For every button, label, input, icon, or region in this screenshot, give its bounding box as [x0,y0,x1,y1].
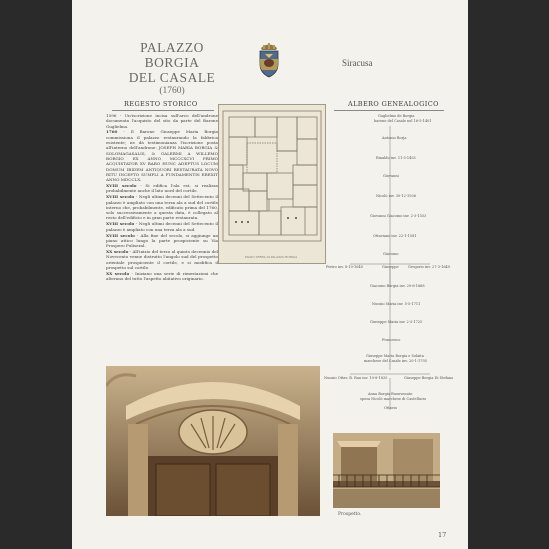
regesto-entry: XVIII secolo - Si edifica l'ala est, si realizza probabilmente anche il lato nord del cortile. [106,183,218,194]
left-heading-rule [112,110,214,111]
regesto-entry: XX secolo - Iniziano una serie di rimestazioni che alterano del tutto l'aspetto abitativo originario. [106,270,218,282]
coat-of-arms-icon [257,40,281,78]
page-number: 17 [438,531,447,539]
title-line-2: DEL CASALE [128,70,216,85]
tree-node: Giovanni Giacomo inv. 2-3-1553 [370,214,427,218]
plan-caption: PIANO TERRA DI PALAZZO BORGIA [244,255,298,259]
tree-node: Francesco [382,338,401,342]
tree-node: Nicolò inv. 30-12-1506 [376,194,416,198]
genealogical-tree [324,112,460,412]
tree-node: Giuseppe Maria inv. 2-3-1725 [370,320,423,324]
regesto-entry: XX secolo - All'inizio del terzo al quinto decennio del Novecento venne distrutto l'angolo sud del prospetto orientale prospiciente il cortile, e si modifica il prospetto sul cortile. [106,248,218,270]
left-section-heading: REGESTO STORICO [124,100,198,108]
tree-node: Giovanni [383,174,399,178]
regesto-entry: XVIII secolo - Negli ultimi decenni del Settecento il palazzo è ampliato con una terza ala a sud. [106,221,218,232]
regesto-text [106,113,218,282]
regesto-entry: 1596 - Un'iscrizione incisa sull'arco dell'androne documenta l'acquisto del sito da parte del Barone Guglielmo. [106,113,218,129]
portal-photo [106,366,320,516]
regesto-entry: XVIII secolo - Negli ultimi decenni del Settecento il palazzo è ampliato con una terza ala a sud del cortile interno che, probabilmente, edificato prima del 1760, solo successivamente a questa data, è collegato al resto dell'edificio e in gran parte restaurata. [106,194,218,221]
tree-node: Gregorio inv. 27-3-1649 [408,265,451,269]
title-line-1: PALAZZO BORGIA [140,40,204,70]
prospetto-photo [333,433,440,508]
tree-node: Giacomo Borgia inv. 20-6-1668 [370,284,425,288]
tree-node: Rinaldo inv. 11-5-1455 [376,156,416,160]
book-page [72,0,468,549]
tree-node: marchese del Casale inv. 20-1-1795 [364,359,427,363]
tree-node: Giuseppe Borgia Di Stefano [404,376,454,380]
tree-node: Antonio Borja [382,136,407,140]
page-title [120,40,224,97]
photo-caption: Prospetto. [338,512,362,517]
tree-node: Anna Borgia Buonvenuto [368,392,413,396]
tree-node: Ottavio [384,406,397,410]
tree-node: Pietro inv. 8-10-1640 [326,265,363,269]
tree-node: Giacomo [383,252,399,256]
tree-node: Ottaviano inv. 22-1-1581 [373,234,417,238]
tree-node: Nunzio Maria inv. 5-5-1711 [372,302,421,306]
tree-node: Guglielmo de Borgia [378,114,415,118]
tree-node: Nunzio Ottav. B. Rau inv. 10-8-1835 [324,376,388,380]
floor-plan-image [218,104,326,264]
regesto-entry: XVIII secolo - Alla fine del secolo, si aggiunge un piano attico lungo la parte prospiciente su Via Prospero Puliseral. [106,232,218,249]
city-label: Siracusa [342,58,373,68]
title-year: (1760) [159,86,185,96]
tree-node: sposa Nicolò marchese di Castellucio [360,397,427,401]
tree-node: barone del Casale nel 16-5-1401 [374,119,432,123]
regesto-entry: 1760 - Il Barone Giuseppe Maria Borgia commissiona il palazzo restaurando la fabbrica esistente; ne dà testimonianza l'iscrizione posta all'interno dell'androne: JOSEPH MARIA BORGIA & SOLOMAGASALIS, & GALERMI A WILLEMO BORGIO EX ANNO MCCCXCVI PRIMO ACQUISTATOR XV BARO HUNC ADEPTUS LOCUM DOMUM IBIDEM ANTIQUORI RESTAURATA NOVO RITU INCEPTO SUMPLI A FUNDAMENTIS EREXIT ANNO MDCCLX. [106,129,218,183]
right-heading-rule [334,110,444,111]
right-section-heading: ALBERO GENEALOGICO [348,100,439,108]
tree-node: Giuseppe [382,265,399,269]
tree-node: Giuseppe Maria Borgia e Solaita [366,354,424,358]
